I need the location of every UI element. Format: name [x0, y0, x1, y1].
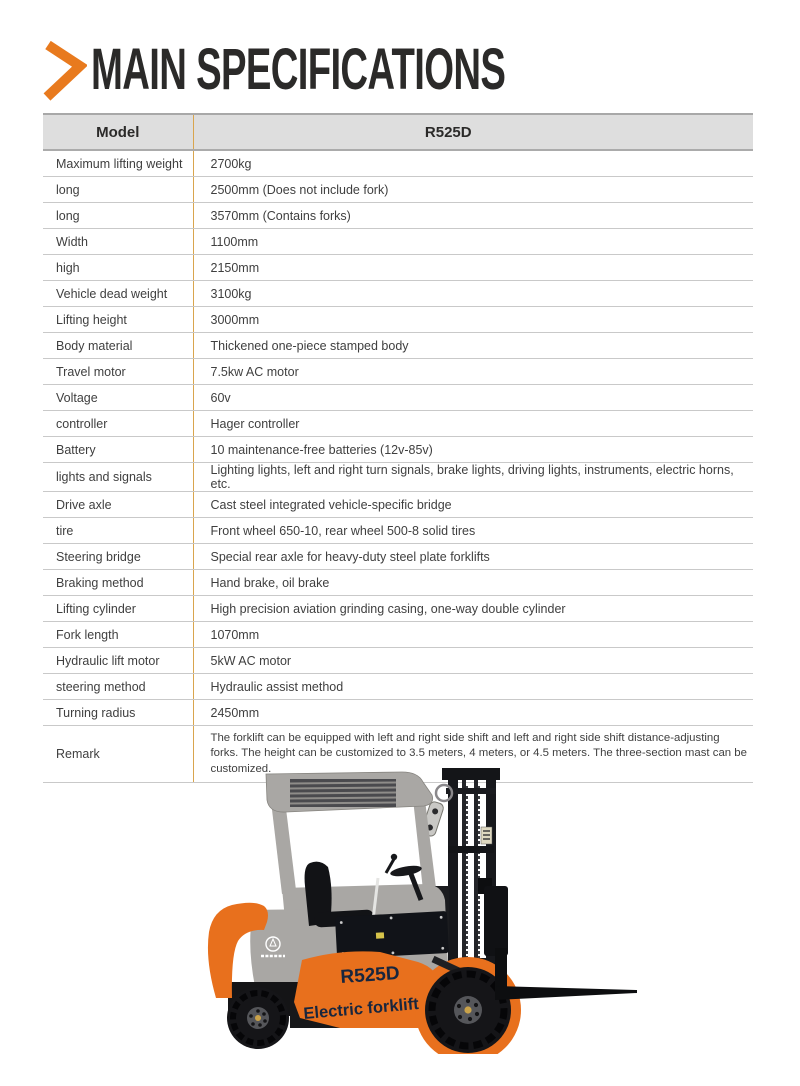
table-row [43, 177, 753, 203]
spec-value: 1070mm [193, 622, 753, 648]
table-row [43, 281, 753, 307]
spec-label: long [43, 177, 193, 203]
model-value-cell: R525D [193, 114, 753, 150]
spec-label: lights and signals [43, 463, 193, 492]
spec-value: The forklift can be equipped with left and right side shift and left and right side shift distance-adjusting forks. The height can be customized to 3.5 meters, 4 meters, or 4.5 meters. The three-section mast can be customized. [193, 726, 753, 783]
table-row [43, 648, 753, 674]
table-row [43, 150, 753, 177]
spec-value: 10 maintenance-free batteries (12v-85v) [193, 437, 753, 463]
table-row [43, 203, 753, 229]
table-row [43, 596, 753, 622]
spec-value: 3000mm [193, 307, 753, 333]
spec-value: 3570mm (Contains forks) [193, 203, 753, 229]
table-row [43, 544, 753, 570]
spec-label: Lifting cylinder [43, 596, 193, 622]
spec-value: Front wheel 650-10, rear wheel 500-8 solid tires [193, 518, 753, 544]
spec-label: controller [43, 411, 193, 437]
spec-label: Turning radius [43, 700, 193, 726]
spec-label: Travel motor [43, 359, 193, 385]
spec-label: Battery [43, 437, 193, 463]
ground-mask [190, 1054, 650, 1070]
table-row [43, 518, 753, 544]
spec-table [43, 113, 753, 783]
spec-label: long [43, 203, 193, 229]
spec-value: 1100mm [193, 229, 753, 255]
spec-label: Vehicle dead weight [43, 281, 193, 307]
table-row [43, 385, 753, 411]
orange-bracket-icon [40, 39, 87, 101]
spec-value: 60v [193, 385, 753, 411]
spec-value: Lighting lights, left and right turn signals, brake lights, driving lights, instruments, electric horns, etc. [193, 463, 753, 492]
rear-wheel-icon [227, 987, 289, 1049]
spec-value: Hager controller [193, 411, 753, 437]
spec-value: High precision aviation grinding casing, one-way double cylinder [193, 596, 753, 622]
spec-label: high [43, 255, 193, 281]
page-header [40, 36, 719, 103]
spec-value: Special rear axle for heavy-duty steel plate forklifts [193, 544, 753, 570]
spec-label: Lifting height [43, 307, 193, 333]
table-row [43, 307, 753, 333]
spec-label: tire [43, 518, 193, 544]
spec-label: Hydraulic lift motor [43, 648, 193, 674]
overhead-guard-roof-icon [266, 772, 433, 812]
table-row [43, 411, 753, 437]
spec-value: 2500mm (Does not include fork) [193, 177, 753, 203]
forklift-model-text: R525D [339, 962, 401, 989]
spec-value: 2700kg [193, 150, 753, 177]
spec-value: 2150mm [193, 255, 753, 281]
fork-carriage-icon [478, 878, 637, 1000]
spec-label: Maximum lifting weight [43, 150, 193, 177]
spec-label: Steering bridge [43, 544, 193, 570]
spec-value: 5kW AC motor [193, 648, 753, 674]
spec-value: Hand brake, oil brake [193, 570, 753, 596]
table-row [43, 333, 753, 359]
spec-label: Braking method [43, 570, 193, 596]
forklift-type-text: Electric forklift [302, 994, 420, 1023]
spec-label: Width [43, 229, 193, 255]
spec-value: 2450mm [193, 700, 753, 726]
table-row [43, 229, 753, 255]
table-row [43, 700, 753, 726]
table-row [43, 437, 753, 463]
spec-label: Fork length [43, 622, 193, 648]
spec-value: 3100kg [193, 281, 753, 307]
spec-label: Body material [43, 333, 193, 359]
table-row [43, 674, 753, 700]
spec-label: Voltage [43, 385, 193, 411]
forklift-illustration [190, 760, 650, 1070]
spec-label: Remark [43, 726, 193, 783]
model-header-cell: Model [43, 114, 193, 150]
spec-value: Cast steel integrated vehicle-specific bridge [193, 492, 753, 518]
mast-label-icon [481, 827, 492, 844]
spec-label: Drive axle [43, 492, 193, 518]
table-row [43, 359, 753, 385]
table-row [43, 622, 753, 648]
table-row [43, 255, 753, 281]
page-title: MAIN SPECIFICATIONS [91, 37, 506, 102]
table-row [43, 463, 753, 492]
spec-value: Hydraulic assist method [193, 674, 753, 700]
table-header-row [43, 114, 753, 150]
table-row [43, 570, 753, 596]
spec-value: Thickened one-piece stamped body [193, 333, 753, 359]
table-row [43, 492, 753, 518]
spec-label: steering method [43, 674, 193, 700]
spec-value: 7.5kw AC motor [193, 359, 753, 385]
